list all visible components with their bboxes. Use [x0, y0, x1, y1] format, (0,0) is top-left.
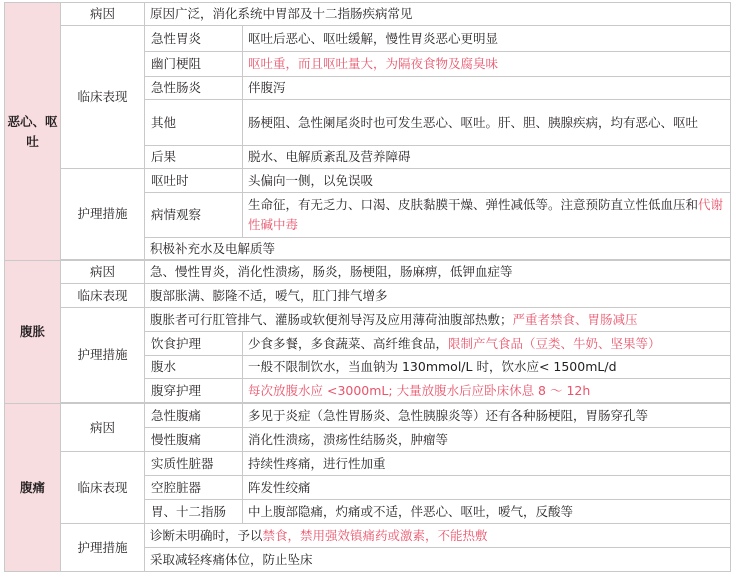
pain-cause-item-text: 多见于炎症（急性胃肠炎、急性胰腺炎等）还有各种肠梗阻，胃肠穿孔等 — [243, 404, 731, 428]
diet-care-text: 少食多餐，多食蔬菜、高纤维食品， — [248, 335, 449, 351]
care-observation-highlight: 代谢性碱中毒 — [248, 197, 724, 232]
bloating-care-item-text: 每次放腹水应 <3000mL; 大量放腹水后应卧床休息 8 ～ 12h — [243, 379, 731, 403]
bloating-care-item-text: 一般不限制饮水，当血钠为 130mmol/L 时，饮水应< 1500mL/d — [243, 356, 731, 379]
nausea-cause-text: 原因广泛，消化系统中胃部及十二指肠疾病常见 — [145, 3, 731, 26]
symptom-abdominal-pain: 腹痛 — [5, 404, 61, 572]
pain-cause-label: 病因 — [61, 404, 145, 452]
bloating-care-item-label: 饮食护理 — [145, 332, 243, 356]
pain-care-highlight: 禁食，禁用强效镇痛药或激素，不能热敷 — [262, 527, 488, 543]
symptom-bloating: 腹胀 — [5, 261, 61, 404]
bloating-care-full-highlight: 严重者禁食、胃肠减压 — [512, 311, 638, 327]
pain-cause-item-label: 急性腹痛 — [145, 404, 243, 428]
bloating-care-full — [145, 308, 731, 332]
pain-clinical-item-text: 持续性疼痛，进行性加重 — [243, 452, 731, 476]
care-observation-text: 生命征，有无乏力、口渴、皮肤黏膜干燥、弹性减低等。注意预防直立性低血压和 — [248, 197, 699, 212]
nausea-clinical-label: 临床表现 — [61, 26, 145, 169]
symptom-nausea-vomiting: 恶心、呕吐 — [5, 3, 61, 261]
digestive-symptoms-table — [4, 2, 731, 572]
bloating-care-item-text — [243, 332, 731, 356]
nausea-care-item-text: 头偏向一侧，以免误吸 — [243, 169, 731, 193]
nausea-clinical-item-text: 肠梗阻、急性阑尾炎时也可发生恶心、呕吐。肝、胆、胰腺疾病，均有恶心、呕吐 — [243, 100, 731, 146]
nausea-clinical-item-label: 急性胃炎 — [145, 26, 243, 52]
bloating-care-full-text: 腹胀者可行肛管排气、灌肠或软便剂导泻及应用薄荷油腹部热敷； — [150, 311, 513, 327]
bloating-care-label: 护理措施 — [61, 308, 145, 403]
nausea-clinical-item-label: 其他 — [145, 100, 243, 146]
bloating-care-item-label: 腹穿护理 — [145, 379, 243, 403]
nausea-clinical-item-text: 呕吐重，而且呕吐量大，为隔夜食物及腐臭味 — [243, 52, 731, 77]
pain-clinical-item-label: 空腔脏器 — [145, 476, 243, 500]
bloating-cause-label: 病因 — [61, 261, 145, 284]
pain-clinical-item-text: 阵发性绞痛 — [243, 476, 731, 500]
pain-care-text-2: 采取减轻疼痛体位，防止坠床 — [145, 548, 731, 572]
nausea-clinical-item-text: 呕吐后恶心、呕吐缓解，慢性胃炎恶心更明显 — [243, 26, 731, 52]
nausea-clinical-item-text: 伴腹泻 — [243, 77, 731, 100]
pain-care-row — [145, 524, 731, 548]
diet-care-highlight: 限制产气食品（豆类、牛奶、坚果等） — [448, 335, 661, 351]
pain-care-label: 护理措施 — [61, 524, 145, 572]
bloating-cause-text: 急、慢性胃炎，消化性溃疡，肠炎，肠梗阻，肠麻痹，低钾血症等 — [145, 261, 731, 284]
nausea-care-full-text: 积极补充水及电解质等 — [145, 238, 731, 260]
pain-clinical-label: 临床表现 — [61, 452, 145, 524]
nausea-clinical-item-label: 急性肠炎 — [145, 77, 243, 100]
pain-clinical-item-label: 胃、十二指肠 — [145, 500, 243, 524]
nausea-care-item-label: 呕吐时 — [145, 169, 243, 193]
nausea-clinical-item-label: 幽门梗阻 — [145, 52, 243, 77]
bloating-clinical-label: 临床表现 — [61, 284, 145, 308]
nausea-clinical-item-text: 脱水、电解质紊乱及营养障碍 — [243, 146, 731, 169]
pain-clinical-item-text: 中上腹部隐痛，灼痛或不适，伴恶心、呕吐，嗳气，反酸等 — [243, 500, 731, 524]
bloating-care-item-label: 腹水 — [145, 356, 243, 379]
nausea-clinical-item-label: 后果 — [145, 146, 243, 169]
bloating-clinical-text: 腹部胀满、膨隆不适，嗳气，肛门排气增多 — [145, 284, 731, 308]
pain-cause-item-label: 慢性腹痛 — [145, 428, 243, 452]
nausea-care-item-label: 病情观察 — [145, 193, 243, 238]
pain-cause-item-text: 消化性溃疡，溃疡性结肠炎，肿瘤等 — [243, 428, 731, 452]
pain-clinical-item-label: 实质性脏器 — [145, 452, 243, 476]
nausea-cause-label: 病因 — [61, 3, 145, 26]
nausea-care-item-text — [243, 193, 731, 238]
pain-care-text: 诊断未明确时，予以 — [150, 527, 263, 543]
nausea-care-label: 护理措施 — [61, 169, 145, 260]
